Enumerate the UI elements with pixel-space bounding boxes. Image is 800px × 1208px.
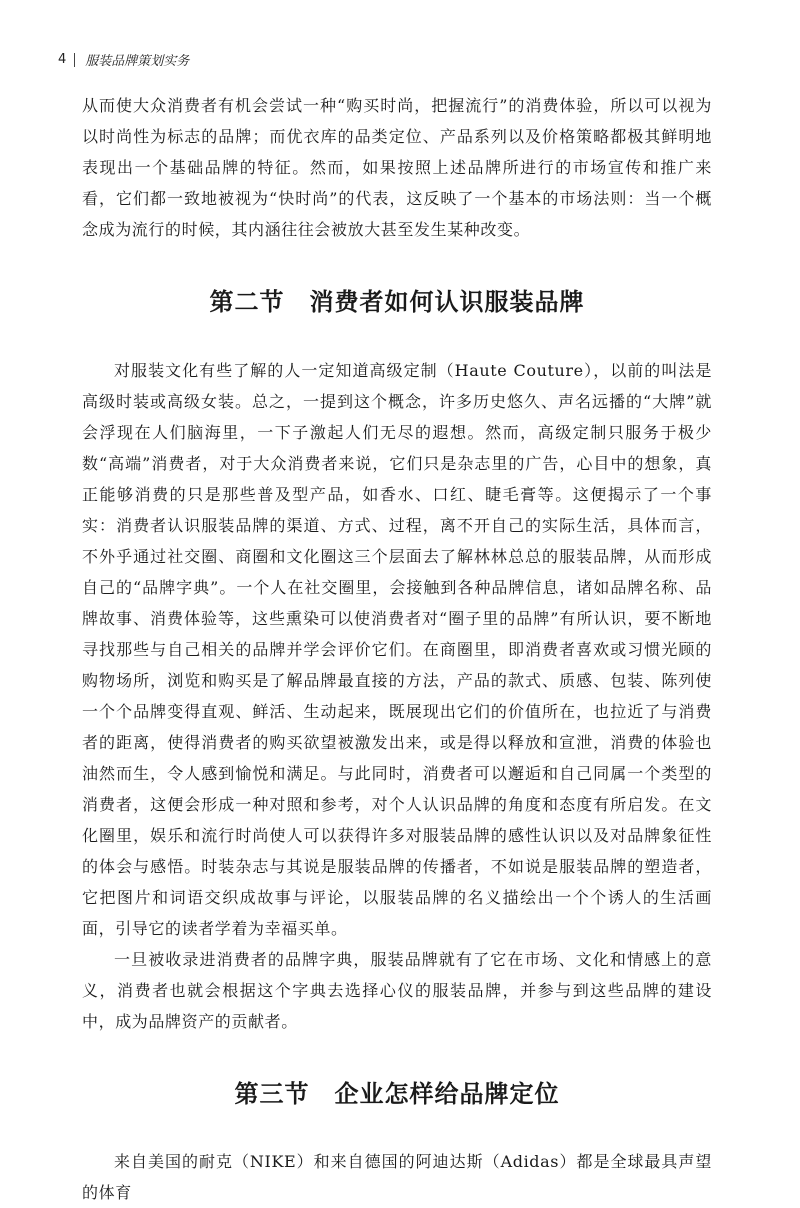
paragraph-continued: 从而使大众消费者有机会尝试一种“购买时尚，把握流行”的消费体验，所以可以视为以时尚性为标志的品牌；而优衣库的品类定位、产品系列以及价格策略都极其鲜明地表现出一个基础品牌的特征。然而，如果按照上述品牌所进行的市场宣传和推广来看，它们都一致地被视为“快时尚”的代表，这反映了一个基本的市场法则：当一个概念成为流行的时候，其内涵往往会被放大甚至发生某种改变。 — [82, 96, 712, 239]
book-title: 服装品牌策划实务 — [85, 54, 190, 69]
section-heading-2: 第二节 消费者如何认识服装品牌 — [209, 288, 585, 316]
page-number: 4 — [58, 52, 67, 67]
page-body — [82, 90, 712, 1208]
paragraph-brand-positioning: 来自美国的耐克（NIKE）和来自德国的阿迪达斯（Adidas）都是全球最具声望的体育 — [82, 1152, 712, 1202]
paragraph-brand-dictionary: 一旦被收录进消费者的品牌字典，服装品牌就有了它在市场、文化和情感上的意义，消费者也就会根据这个字典去选择心仪的服装品牌，并参与到这些品牌的建设中，成为品牌资产的贡献者。 — [82, 950, 712, 1031]
running-header — [58, 50, 189, 69]
header-divider — [74, 53, 75, 67]
paragraph-consumer-recognition: 对服装文化有些了解的人一定知道高级定制（Haute Couture），以前的叫法是高级时装或高级女装。总之，一提到这个概念，许多历史悠久、声名远播的“大牌”就会浮现在人们脑海里，一下子激起人们无尽的遐想。然而，高级定制只服务于极少数“高端”消费者，对于大众消费者来说，它们只是杂志里的广告，心目中的想象，真正能够消费的只是那些普及型产品，如香水、口红、睫毛膏等。这便揭示了一个事实：消费者认识服装品牌的渠道、方式、过程，离不开自己的实际生活，具体而言，不外乎通过社交圈、商圈和文化圈这三个层面去了解林林总总的服装品牌，从而形成自己的“品牌字典”。一个人在社交圈里，会接触到各种品牌信息，诸如品牌名称、品牌故事、消费体验等，这些熏染可以使消费者对“圈子里的品牌”有所认识，要不断地寻找那些与自己相关的品牌并学会评价它们。在商圈里，即消费者喜欢或习惯光顾的购物场所，浏览和购买是了解品牌最直接的方法，产品的款式、质感、包装、陈列使一个个品牌变得直观、鲜活、生动起来，既展现出它们的价值所在，也拉近了与消费者的距离，使得消费者的购买欲望被激发出来，或是得以释放和宣泄，消费的体验也油然而生，令人感到愉悦和满足。与此同时，消费者可以邂逅和自己同属一个类型的消费者，这便会形成一种对照和参考，对个人认识品牌的角度和态度有所启发。在文化圈里，娱乐和流行时尚使人可以获得许多对服装品牌的感性认识以及对品牌象征性的体会与感悟。时装杂志与其说是服装品牌的传播者，不如说是服装品牌的塑造者，它把图片和词语交织成故事与评论，以服装品牌的名义描绘出一个个诱人的生活画面，引导它的读者学着为幸福买单。 — [82, 361, 712, 938]
section-heading-3: 第三节 企业怎样给品牌定位 — [234, 1080, 560, 1108]
